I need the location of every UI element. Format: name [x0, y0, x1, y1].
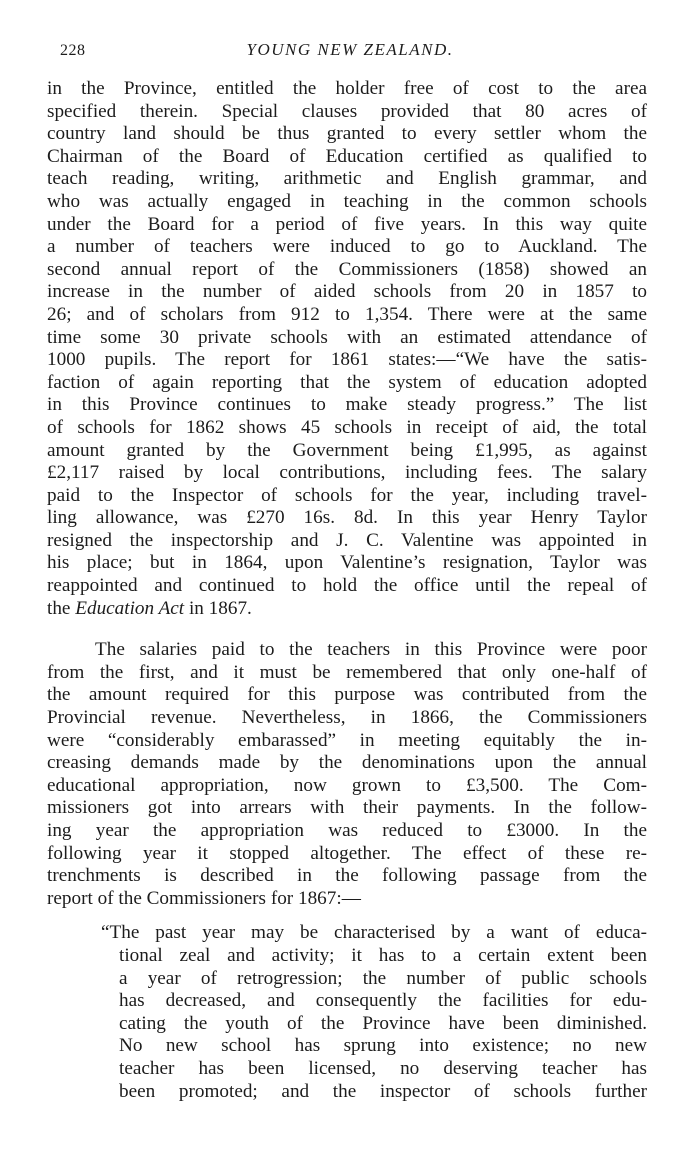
- quote-line: a year of retrogression; the number of public schools: [119, 967, 647, 989]
- text-line: report of the Commissioners for 1867:—: [47, 887, 361, 909]
- text-line: 1000 pupils. The report for 1861 states:—“We have the satis-: [47, 349, 647, 371]
- body-text: [47, 78, 647, 1103]
- running-title: YOUNG NEW ZEALAND.: [246, 40, 454, 59]
- text-line: following year it stopped altogether. The effect of these re-: [47, 842, 647, 864]
- text-line: his place; but in 1864, upon Valentine’s resignation, Taylor was: [47, 552, 647, 574]
- text-line: increase in the number of aided schools from 20 in 1857 to: [47, 281, 647, 303]
- quote-line: been promoted; and the inspector of schools further: [119, 1080, 647, 1102]
- text-line: educational appropriation, now grown to £3,500. The Com-: [47, 774, 647, 796]
- text-line: country land should be thus granted to every settler whom the: [47, 123, 647, 145]
- paragraph-gap: [47, 910, 647, 922]
- text-line: who was actually engaged in teaching in the common schools: [47, 190, 647, 212]
- text-line: trenchments is described in the following passage from the: [47, 865, 647, 887]
- text-line: reappointed and continued to hold the office until the repeal of: [47, 575, 647, 597]
- block-quote: [47, 922, 647, 1103]
- quote-line: has decreased, and consequently the facilities for edu-: [119, 990, 647, 1012]
- text-line: ing year the appropriation was reduced to £3000. In the: [47, 820, 647, 841]
- paragraph-gap: [47, 620, 647, 639]
- text-fragment: in 1867.: [184, 597, 252, 619]
- text-line: faction of again reporting that the system of education adopted: [47, 371, 647, 393]
- text-line: second annual report of the Commissioners (1858) showed an: [47, 258, 647, 280]
- quote-line: “The past year may be characterised by a want of educa-: [101, 922, 647, 944]
- text-line: under the Board for a period of five years. In this way quite: [47, 213, 647, 235]
- text-line: £2,117 raised by local contributions, including fees. The salary: [47, 462, 647, 484]
- text-line: ling allowance, was £270 16s. 8d. In this year Henry Taylor: [47, 507, 647, 529]
- text-line: in the Province, entitled the holder free of cost to the area: [47, 78, 647, 99]
- text-line: in this Province continues to make steady progress.” The list: [47, 394, 647, 416]
- text-line: creasing demands made by the denominations upon the annual: [47, 752, 647, 774]
- text-line: resigned the inspectorship and J. C. Valentine was appointed in: [47, 529, 647, 551]
- text-line: specified therein. Special clauses provided that 80 acres of: [47, 100, 647, 122]
- text-line: a number of teachers were induced to go to Auckland. The: [47, 236, 647, 258]
- page-number: 228: [60, 42, 86, 59]
- paragraph-1: [47, 78, 647, 620]
- text-line: 26; and of scholars from 912 to 1,354. There were at the same: [47, 303, 647, 325]
- text-line: Chairman of the Board of Education certified as qualified to: [47, 145, 647, 167]
- quote-line: No new school has sprung into existence; no new: [119, 1035, 647, 1057]
- text-line: missioners got into arrears with their payments. In the follow-: [47, 797, 647, 819]
- text-line: paid to the Inspector of schools for the year, including travel-: [47, 484, 647, 506]
- text-line: amount granted by the Government being £1,995, as against: [47, 439, 647, 461]
- text-line: were “considerably embarassed” in meeting equitably the in-: [47, 729, 647, 751]
- paragraph-2: [47, 639, 647, 910]
- page-header: [60, 40, 640, 64]
- text-line: Provincial revenue. Nevertheless, in 1866, the Commissioners: [47, 707, 647, 729]
- text-line-last: [47, 598, 647, 621]
- text-line: time some 30 private schools with an estimated attendance of: [47, 326, 647, 348]
- quote-line: cating the youth of the Province have been diminished.: [119, 1012, 647, 1034]
- quote-line: teacher has been licensed, no deserving teacher has: [119, 1057, 647, 1079]
- text-line: from the first, and it must be remembered that only one-half of: [47, 661, 647, 683]
- italic-title: Education Act: [75, 597, 185, 619]
- text-line: the amount required for this purpose was contributed from the: [47, 684, 647, 706]
- text-line: teach reading, writing, arithmetic and English grammar, and: [47, 168, 647, 190]
- text-fragment: the: [47, 597, 76, 619]
- quote-line: tional zeal and activity; it has to a certain extent been: [119, 944, 647, 966]
- text-line: The salaries paid to the teachers in this Province were poor: [95, 639, 647, 661]
- text-line: of schools for 1862 shows 45 schools in receipt of aid, the total: [47, 416, 647, 438]
